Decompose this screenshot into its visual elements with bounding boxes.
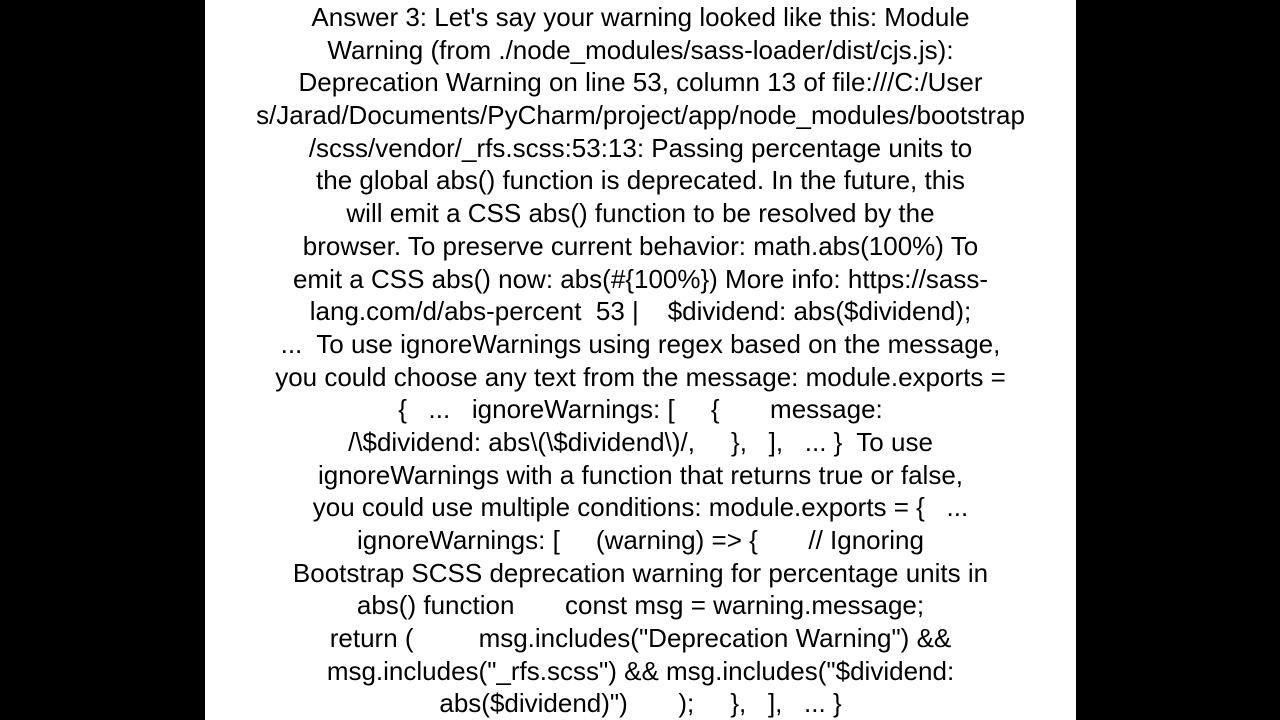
answer-line: ... To use ignoreWarnings using regex based on the message, [280,328,1001,359]
answer-line: ignoreWarnings: [ (warning) => { // Ignoring [357,525,924,555]
answer-line: Bootstrap SCSS deprecation warning for percentage units in [292,557,989,588]
answer-line: abs() function const msg = warning.message; [356,590,925,621]
answer-line: the global abs() function is deprecated. In the future, this [316,165,965,196]
answer-line: s/Jarad/Documents/PyCharm/project/app/node_modules/bootstrap [256,100,1025,131]
answer-line: /scss/vendor/_rfs.scss:53:13: Passing percentage units to [308,132,973,163]
answer-line: you could choose any text from the message: module.exports = [275,361,1006,392]
answer-line: return ( msg.includes("Deprecation Warning") && [329,623,952,654]
answer-line: Answer 3: Let's say your warning looked like this: Module [311,2,970,32]
answer-text [205,1,1076,720]
answer-panel [205,0,1076,720]
answer-line: browser. To preserve current behavior: math.abs(100%) To [302,230,979,261]
answer-line: you could use multiple conditions: module.exports = { ... [312,492,969,523]
answer-line: Warning (from ./node_modules/sass-loader/dist/cjs.js): [327,34,954,65]
answer-line: emit a CSS abs() now: abs(#{100%}) More info: https://sass- [292,263,989,294]
answer-line: Deprecation Warning on line 53, column 13 of file:///C:/User [298,67,983,98]
answer-line: lang.com/d/abs-percent 53 | $dividend: abs($dividend); [309,296,972,327]
answer-line: will emit a CSS abs() function to be resolved by the [346,198,935,229]
answer-line: msg.includes("_rfs.scss") && msg.includes("$dividend: [326,655,955,686]
answer-line: /\$dividend: abs\(\$dividend\)/, }, ], ... } To use [348,426,933,457]
answer-line: ignoreWarnings with a function that returns true or false, [317,459,964,490]
answer-line: abs($dividend)") ); }, ], ... } [439,688,842,719]
answer-line: { ... ignoreWarnings: [ { message: [398,394,883,425]
